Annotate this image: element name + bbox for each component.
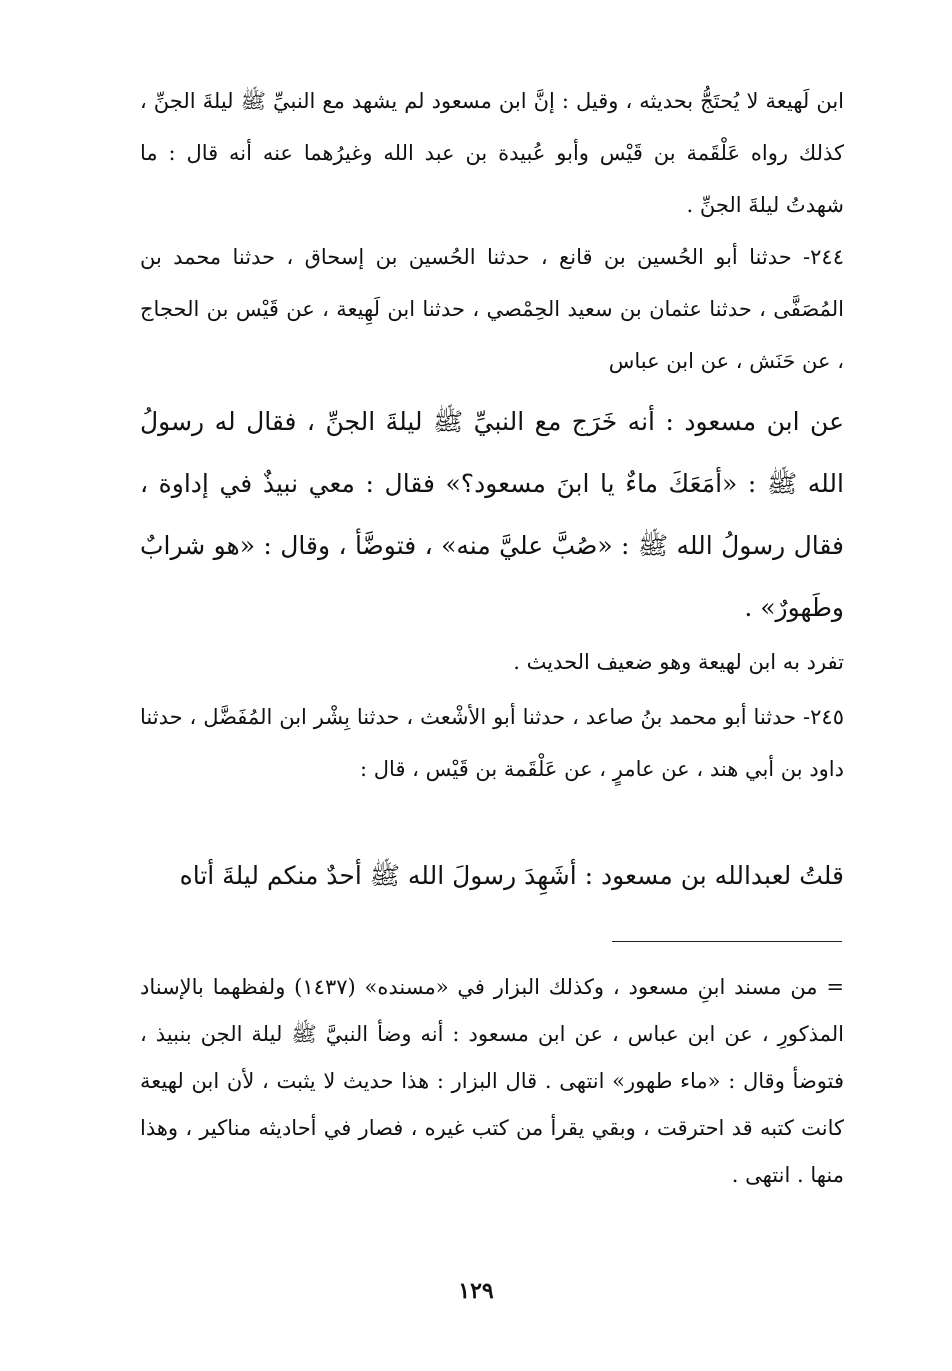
footnote-separator [612,941,842,942]
paragraph-intro: ابن لَهيعة لا يُحتَجُّ بحديثه ، وقيل : إنَّ ابن مسعود لم يشهد مع النبيِّ ﷺ ليلةَ الجنِّ ، كذلك رواه عَلْقَمة بن قَيْس وأبو عُبيدة بن عبد الله وغيرُهما عنه أنه قال : ما شهدتُ ليلةَ الجنِّ . [140,89,844,217]
hadith-244-comment: تفرد به ابن لهيعة وهو ضعيف الحديث . [513,650,844,674]
hadith-245-isnad: ٢٤٥- حدثنا أبو محمد بنُ صاعد ، حدثنا أبو الأشْعث ، حدثنا بِشْر ابن المُفَضَّل ، حدثنا داود بن أبي هند ، عن عامرٍ ، عن عَلْقَمة بن قَيْس ، قال : [140,705,844,781]
hadith-244-matn: عن ابن مسعود : أنه خَرَج مع النبيِّ ﷺ ليلةَ الجنِّ ، فقال له رسولُ الله ﷺ : «أمَعَكَ ماءٌ يا ابنَ مسعود؟» فقال : معي نبيذٌ في إداوة ، فقال رسولُ الله ﷺ : «صُبَّ عليَّ منه» ، فتوضَّأ ، وقال : «هو شرابٌ وطَهورٌ» . [140,407,844,622]
hadith-244-isnad: ٢٤٤- حدثنا أبو الحُسين بن قانع ، حدثنا الحُسين بن إسحاق ، حدثنا محمد بن المُصَفَّى ، حدثنا عثمان بن سعيد الحِمْصي ، حدثنا ابن لَهِيعة ، عن قَيْس بن الحجاج ، عن حَنَش ، عن ابن عباس [140,245,844,373]
page-number: ١٢٩ [458,1278,494,1304]
footnote: = من مسند ابنِ مسعود ، وكذلك البزار في «مسنده» (١٤٣٧) ولفظهما بالإسناد المذكورِ ، عن ابن عباس ، عن ابن مسعود : أنه وضأ النبيَّ ﷺ ليلة الجن بنبيذ ، فتوضأ وقال : «ماء طهور» انتهى . قال البزار : هذا حديث لا يثبت ، لأن ابن لهيعة كانت كتبه قد احترقت ، وبقي يقرأ من كتب غيره ، فصار في أحاديثه مناكير ، وهذا منها . انتهى . [140,975,844,1187]
hadith-245-matn: قلتُ لعبدالله بن مسعود : أشَهِدَ رسولَ الله ﷺ أحدٌ منكم ليلةَ أتاه [179,861,844,890]
